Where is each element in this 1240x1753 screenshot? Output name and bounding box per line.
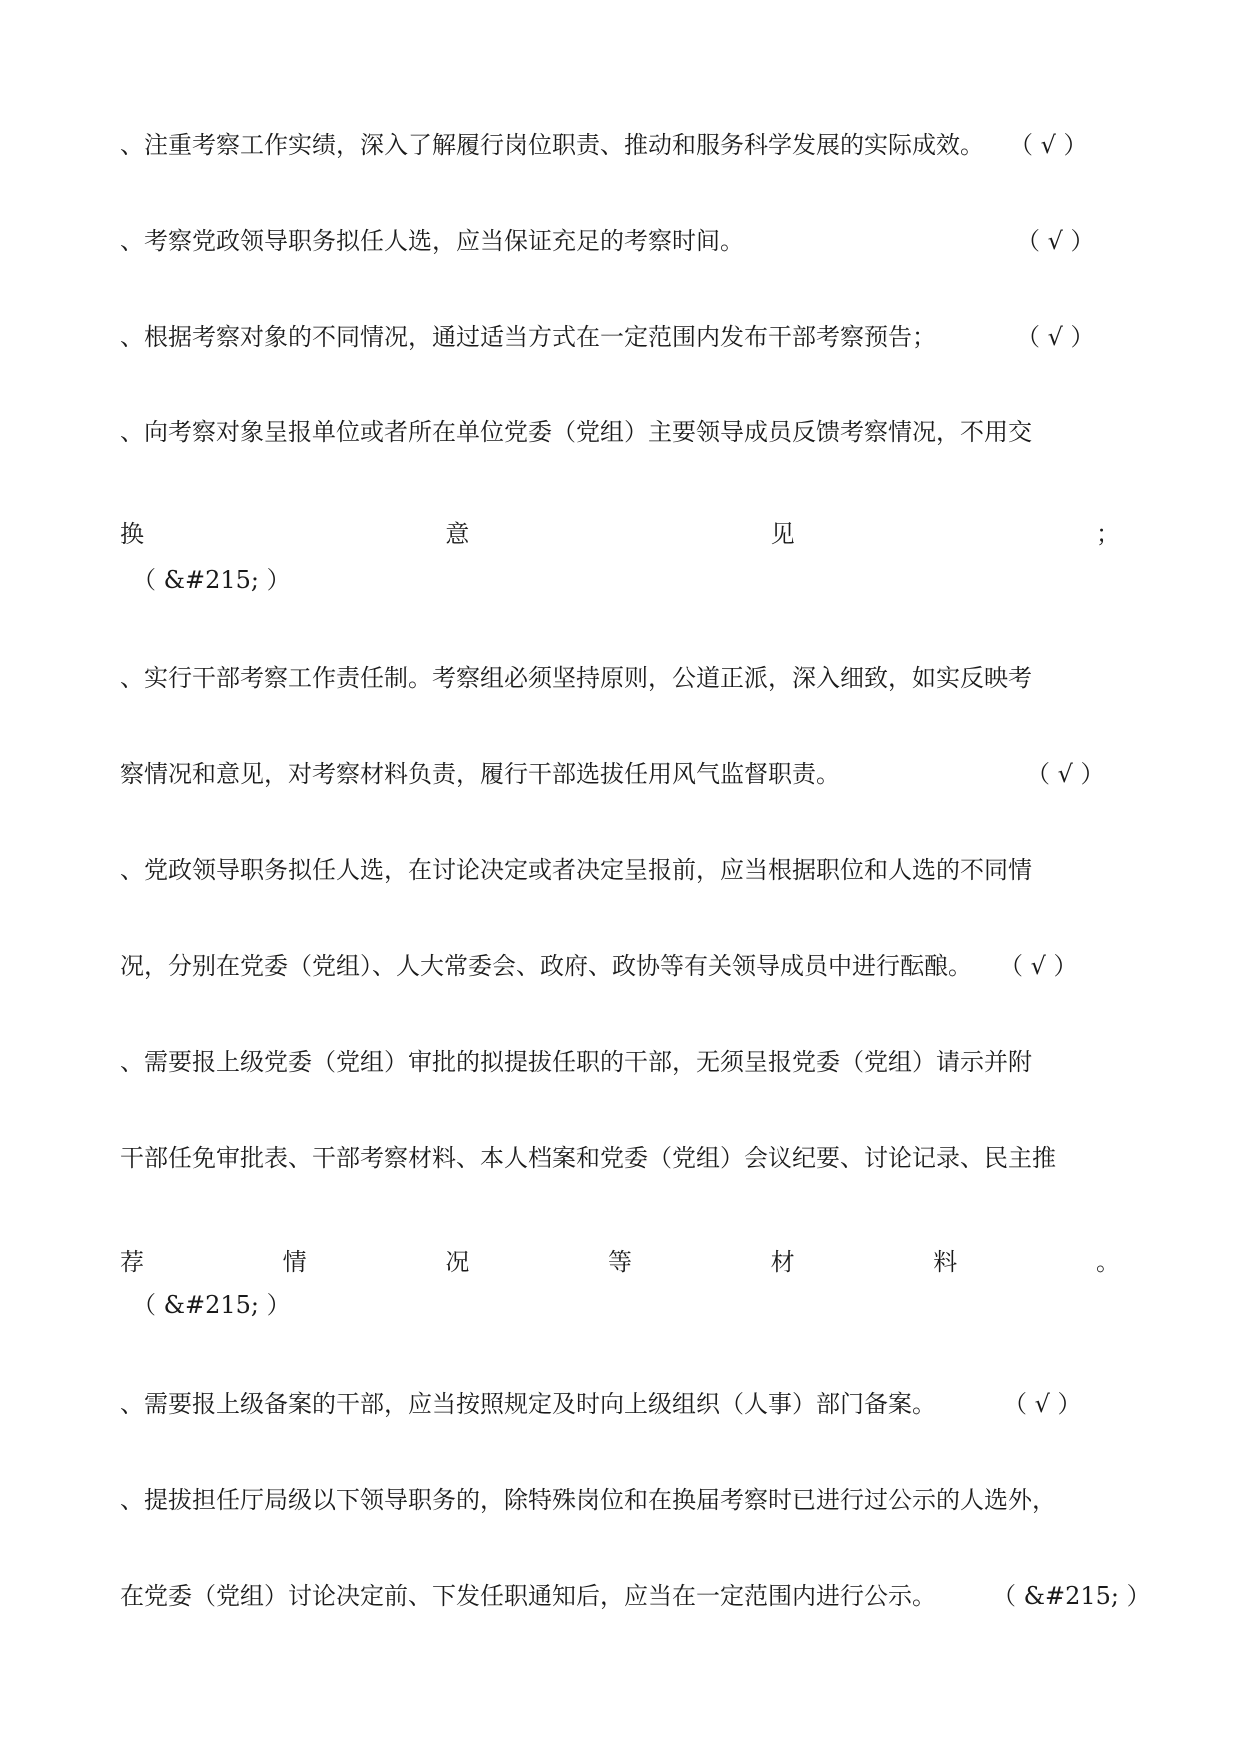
item-9-text-cont: 在党委（党组）讨论决定前、下发任职通知后，应当在一定范围内进行公示。 <box>120 1582 936 1610</box>
spread-char: 意 <box>445 520 470 548</box>
text-line <box>120 1578 1151 1614</box>
item-1-mark: （ √ ） <box>1009 131 1088 159</box>
item-7-text: 、需要报上级党委（党组）审批的拟提拔任职的干部，无须呈报党委（党组）请示并附 <box>120 1048 1032 1076</box>
item-9-mark: （ &#215; ） <box>992 1582 1151 1610</box>
spread-char: 材 <box>770 1248 795 1276</box>
spread-char: 情 <box>282 1248 307 1276</box>
spread-char: 料 <box>933 1248 958 1276</box>
item-2-text: 、考察党政领导职务拟任人选，应当保证充足的考察时间。 <box>120 227 744 255</box>
text-line <box>120 1044 1120 1080</box>
item-8-text: 、需要报上级备案的干部，应当按照规定及时向上级组织（人事）部门备案。 <box>120 1390 936 1418</box>
spread-char: 等 <box>607 1248 632 1276</box>
text-line <box>120 756 1120 792</box>
item-9-text: 、提拔担任厅局级以下领导职务的，除特殊岗位和在换届考察时已进行过公示的人选外， <box>120 1486 1056 1514</box>
spread-line <box>120 1244 1120 1280</box>
spread-char: 。 <box>1095 1248 1120 1276</box>
item-2-mark: （ √ ） <box>1016 227 1095 255</box>
item-6-mark: （ √ ） <box>999 952 1078 980</box>
item-1-text: 、注重考察工作实绩，深入了解履行岗位职责、推动和服务科学发展的实际成效。 <box>120 131 984 159</box>
text-line <box>120 127 1120 163</box>
text-line <box>120 414 1120 450</box>
item-6-text-cont: 况，分别在党委（党组）、人大常委会、政府、政协等有关领导成员中进行酝酿。 <box>120 952 972 980</box>
text-line <box>120 516 1120 552</box>
item-6-text: 、党政领导职务拟任人选，在讨论决定或者决定呈报前，应当根据职位和人选的不同情 <box>120 856 1032 884</box>
item-4-text: 、向考察对象呈报单位或者所在单位党委（党组）主要领导成员反馈考察情况，不用交 <box>120 418 1032 446</box>
text-line <box>120 852 1120 888</box>
item-7-text-cont: 干部任免审批表、干部考察材料、本人档案和党委（党组）会议纪要、讨论记录、民主推 <box>120 1144 1056 1172</box>
text-line <box>120 1140 1120 1176</box>
item-8-mark: （ √ ） <box>1003 1390 1082 1418</box>
text-line <box>120 223 1120 259</box>
item-3-mark: （ √ ） <box>1016 323 1095 351</box>
item-4-mark: （ &#215; ） <box>132 566 291 594</box>
item-7-mark: （ &#215; ） <box>132 1291 291 1319</box>
text-line <box>120 1386 1120 1422</box>
text-line <box>120 319 1120 355</box>
spread-char: 荐 <box>120 1248 144 1276</box>
text-line <box>120 1244 1120 1280</box>
item-3-text: 、根据考察对象的不同情况，通过适当方式在一定范围内发布干部考察预告； <box>120 323 936 351</box>
spread-char: ； <box>1095 520 1120 548</box>
item-5-mark: （ √ ） <box>1026 760 1105 788</box>
text-line <box>120 1482 1120 1518</box>
spread-char: 况 <box>445 1248 470 1276</box>
item-5-text: 、实行干部考察工作责任制。考察组必须坚持原则，公道正派，深入细致，如实反映考 <box>120 664 1032 692</box>
item-5-text-cont: 察情况和意见，对考察材料负责，履行干部选拔任用风气监督职责。 <box>120 760 840 788</box>
spread-line <box>120 516 1120 552</box>
spread-char: 换 <box>120 520 144 548</box>
spread-char: 见 <box>770 520 795 548</box>
text-line <box>120 948 1120 984</box>
text-line <box>120 660 1120 696</box>
